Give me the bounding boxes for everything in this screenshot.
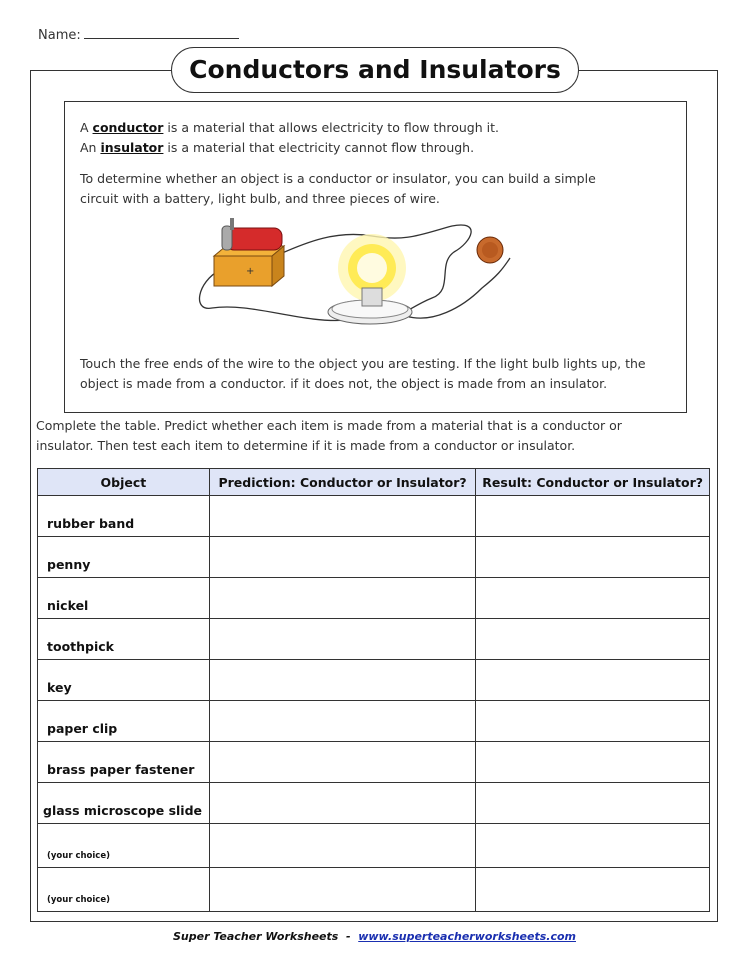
prediction-cell[interactable] [209,660,476,701]
prediction-cell[interactable] [209,578,476,619]
prediction-cell[interactable] [209,537,476,578]
table-row [38,496,710,537]
result-cell[interactable] [476,496,710,537]
penny-icon [477,237,503,263]
conductor-definition: A conductor is a material that allows electricity to flow through it. [80,120,499,135]
header-prediction: Prediction: Conductor or Insulator? [209,469,476,496]
table-row [38,701,710,742]
name-blank[interactable] [84,26,239,39]
prediction-cell[interactable] [209,783,476,824]
object-cell: rubber band [38,496,210,537]
battery-icon [214,218,284,286]
name-field [38,26,239,43]
your-choice-cell[interactable]: (your choice) [38,868,210,912]
table-row [38,619,710,660]
prediction-cell[interactable] [209,868,476,912]
svg-text:+: + [246,266,255,277]
footer [0,930,749,943]
results-table [37,468,710,912]
table-row [38,578,710,619]
table-instructions: Complete the table. Predict whether each item is made from a material that is a conductor or insulator. Then test each item to determine if it is made from a conductor or insulator. [36,418,622,453]
table-row [38,868,710,912]
table-row [38,742,710,783]
table-row [38,824,710,868]
result-cell[interactable] [476,537,710,578]
header-object: Object [38,469,210,496]
page-title: Conductors and Insulators [171,47,579,93]
table-row [38,783,710,824]
object-cell: penny [38,537,210,578]
circuit-illustration [192,212,527,342]
footer-brand: Super Teacher Worksheets [173,930,339,943]
footer-url-link[interactable]: www.superteacherworksheets.com [358,930,576,943]
object-cell: glass microscope slide [38,783,210,824]
object-cell: nickel [38,578,210,619]
result-cell[interactable] [476,742,710,783]
result-cell[interactable] [476,701,710,742]
prediction-cell[interactable] [209,496,476,537]
header-result: Result: Conductor or Insulator? [476,469,710,496]
footer-separator: - [345,930,351,943]
name-label: Name: [38,28,81,43]
table-row [38,660,710,701]
object-cell: paper clip [38,701,210,742]
object-cell: toothpick [38,619,210,660]
testing-instructions: Touch the free ends of the wire to the object you are testing. If the light bulb lights up, the object is made from a conductor. if it does not, the object is made from an insulator. [80,356,646,391]
prediction-cell[interactable] [209,742,476,783]
result-cell[interactable] [476,868,710,912]
result-cell[interactable] [476,783,710,824]
result-cell[interactable] [476,578,710,619]
prediction-cell[interactable] [209,701,476,742]
object-cell: key [38,660,210,701]
wire-to-penny [406,258,510,318]
result-cell[interactable] [476,824,710,868]
light-bulb-icon [328,234,412,324]
table-header-row [38,469,710,496]
insulator-definition: An insulator is a material that electricity cannot flow through. [80,140,475,155]
object-cell: brass paper fastener [38,742,210,783]
insulator-term: insulator [100,140,164,155]
conductor-term: conductor [92,120,164,135]
prediction-cell[interactable] [209,824,476,868]
result-cell[interactable] [476,619,710,660]
circuit-intro: To determine whether an object is a conductor or insulator, you can build a simple circuit with a battery, light bulb, and three pieces of wire. [80,171,596,206]
your-choice-cell[interactable]: (your choice) [38,824,210,868]
table-row [38,537,710,578]
result-cell[interactable] [476,660,710,701]
prediction-cell[interactable] [209,619,476,660]
